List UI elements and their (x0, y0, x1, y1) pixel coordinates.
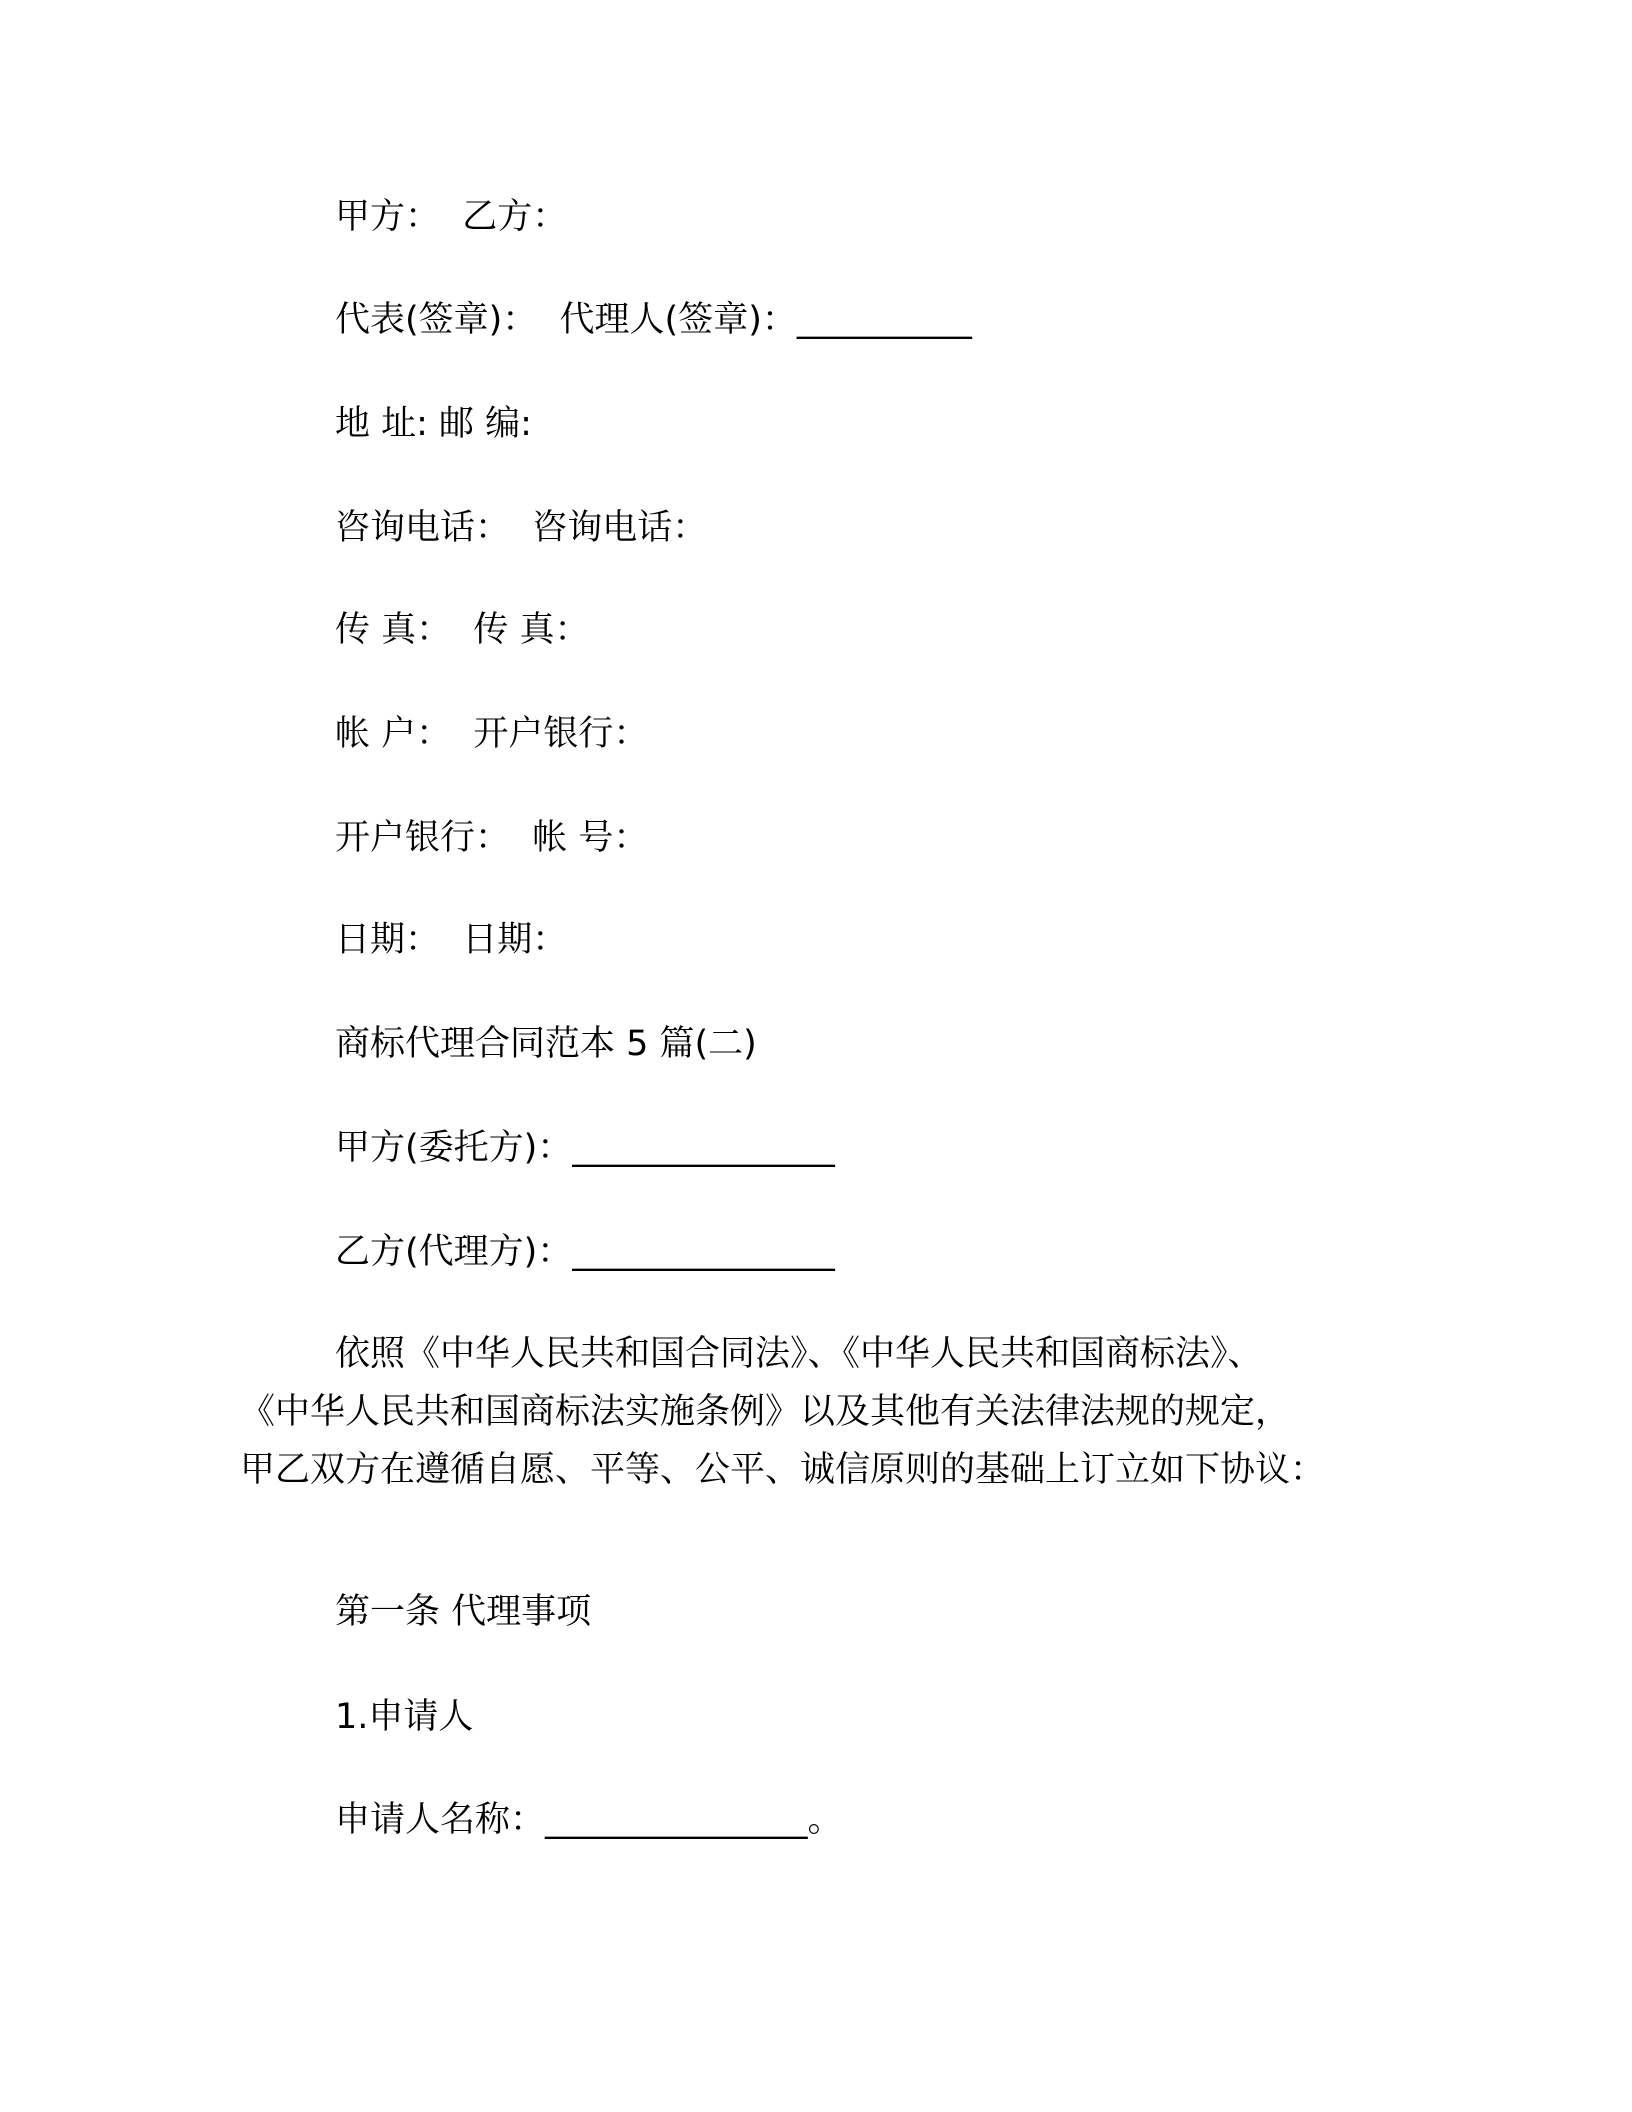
address-line: 地 址: 邮 编: (335, 404, 532, 444)
phone-line: 咨询电话： 咨询电话： (335, 508, 708, 548)
party-line: 甲方： 乙方： (335, 197, 568, 237)
agreement-paragraph (240, 1325, 1400, 1499)
representative-line: 代表(签章)： 代理人(签章)：__________ (335, 300, 972, 340)
item-title: 1.申请人 (335, 1697, 474, 1737)
article-title: 第一条 代理事项 (335, 1592, 592, 1632)
paragraph-line: 依照《中华人民共和国合同法》、《中华人民共和国商标法》、 (335, 1334, 1263, 1374)
date-line: 日期： 日期： (335, 920, 568, 960)
bank-line: 开户银行： 帐 号： (335, 818, 649, 858)
party-b-line: 乙方(代理方)：_______________ (335, 1232, 835, 1272)
paragraph-line: 甲乙双方在遵循自愿、平等、公平、诚信原则的基础上订立如下协议： (240, 1450, 1326, 1490)
applicant-name-line: 申请人名称：_______________。 (335, 1800, 843, 1840)
section-title: 商标代理合同范本 5 篇(二) (335, 1024, 757, 1064)
paragraph-line: 《中华人民共和国商标法实施条例》以及其他有关法律法规的规定， (240, 1392, 1291, 1432)
party-a-line: 甲方(委托方)：_______________ (335, 1128, 835, 1168)
fax-line: 传 真： 传 真： (335, 610, 590, 650)
account-line: 帐 户： 开户银行： (335, 714, 649, 754)
